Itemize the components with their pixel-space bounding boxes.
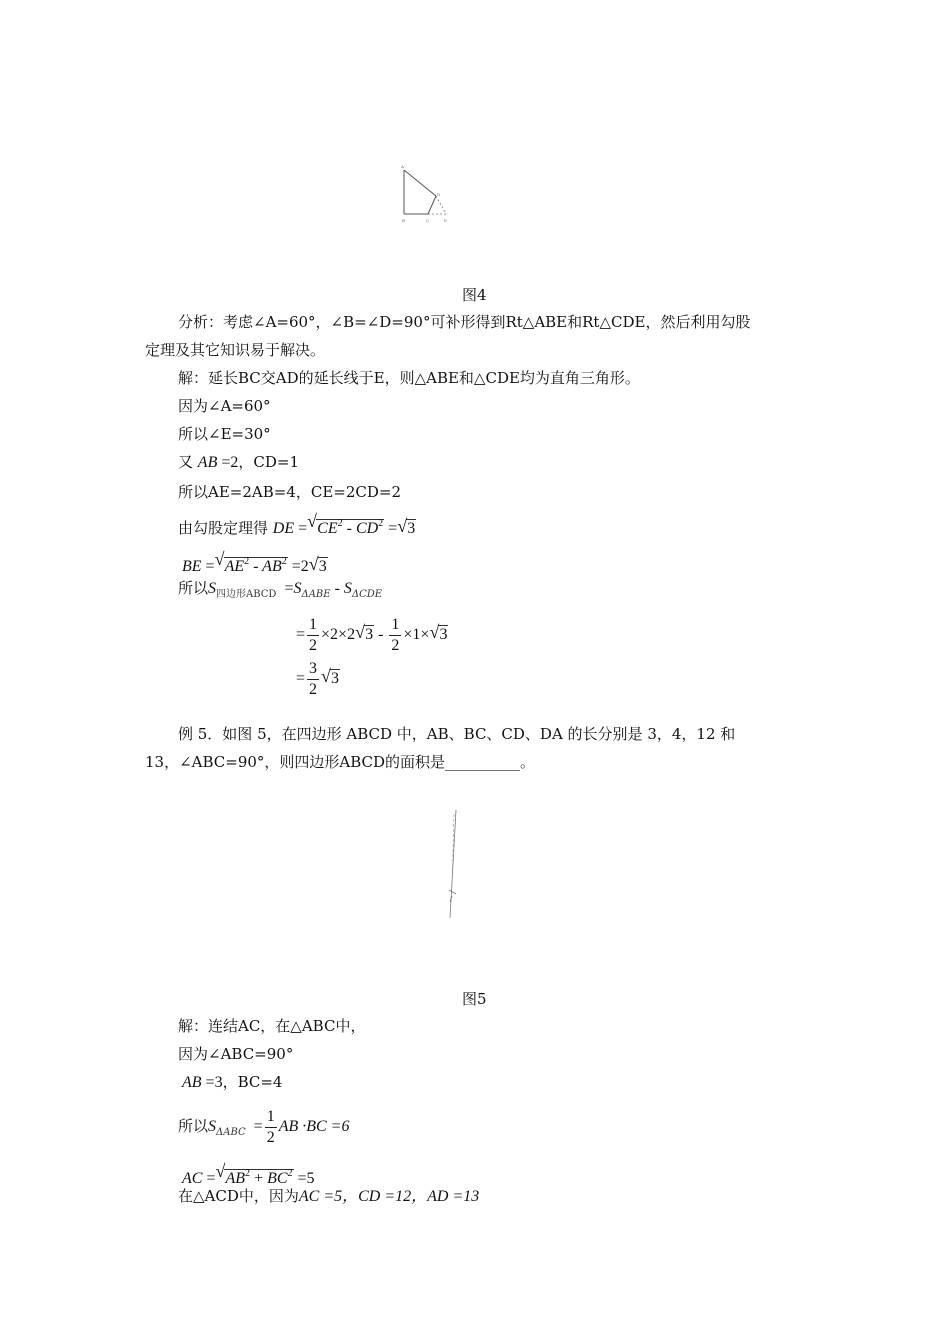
figure-5-caption: 图5 <box>462 990 487 1008</box>
solution5-line-6: 在△ACD中，因为AC =5，CD =12，AD =13 <box>178 1187 480 1205</box>
solution5-line-1: 解：连结AC，在△ABC中， <box>178 1017 366 1035</box>
solution4-line-5: 所以AE=2AB=4，CE=2CD=2 <box>178 483 402 501</box>
math-sqrt3b: 3 <box>318 558 327 575</box>
sub-abe: ΔABE <box>301 589 331 600</box>
math-eq: =2 <box>217 454 239 471</box>
fig4-label-d: D <box>437 192 441 197</box>
solution4-line-7: BE =√ $AE^2 - AB^2 =2√$ 3 <box>182 552 328 577</box>
math-be: BE <box>182 558 202 575</box>
sub-quad: 四边形ABCD <box>216 589 277 600</box>
solution4-line-2: 因为∠A=60° <box>178 397 271 415</box>
fig4-label-e: E <box>444 218 447 223</box>
solution4-line-6: 由勾股定理得 DE =√ $CE^2 - CD^2$ =√ 3 <box>178 514 416 539</box>
example5-line-1: 例 5．如图 5，在四边形 ABCD 中，AB、BC、CD、DA 的长分别是 3，4，12 和 <box>178 725 736 743</box>
solution4-line-3: 所以∠E=30° <box>178 425 271 443</box>
math-de: DE <box>272 520 295 537</box>
solution5-line-2: 因为∠ABC=90° <box>178 1045 294 1063</box>
solution4-line-9: = $\frac{1}{2}$ ×2×2√ 3 - $\frac{1}{2}$ ×1×√ 3 <box>296 612 448 657</box>
math-ce: CE <box>317 520 338 537</box>
math-ae: AE <box>224 558 245 575</box>
analysis-line-2: 定理及其它知识易于解决。 <box>145 341 326 359</box>
text: 又 <box>178 453 194 471</box>
figure-4-caption: 图4 <box>462 286 487 304</box>
fig4-label-c: C <box>426 218 430 223</box>
example5-line-2: 13，∠ABC=90°，则四边形ABCD的面积是__________。 <box>145 753 536 771</box>
math-coef: 2 <box>300 558 309 575</box>
solution5-line-3: AB =3，BC=4 <box>182 1073 283 1091</box>
math-ab2: AB <box>262 558 282 575</box>
fig4-label-b: B <box>402 218 405 223</box>
solution4-line-10: = $\frac{3}{2}$ √ 3 <box>296 656 340 701</box>
text: ，CD=1 <box>238 453 299 471</box>
math-ab: AB <box>197 454 218 471</box>
sub-cde: ΔCDE <box>351 589 383 600</box>
figure-4-diagram <box>396 162 452 228</box>
text: 所以 <box>178 579 209 597</box>
fig4-label-a: A <box>401 164 404 169</box>
solution5-line-5: AC =√ $AB^2 + BC^2 =5$ <box>182 1164 315 1189</box>
analysis-line-1: 分析：考虑∠A=60°，∠B=∠D=90°可补形得到Rt△ABE和Rt△CDE，然后利用勾股 <box>178 313 751 331</box>
text: 由勾股定理得 <box>178 519 269 537</box>
figure-5-diagram <box>440 806 464 926</box>
solution5-line-4: 所以$S_{\Delta ABC}$ = $\frac{1}{2}$ AB ·BC =6 <box>178 1107 350 1146</box>
solution4-line-1: 解：延长BC交AD的延长线于E，则△ABE和△CDE均为直角三角形。 <box>178 369 640 387</box>
solution4-line-8: 所以$S_{四边形ABCD} =S_{\Delta ABE} - S_{\Delta CDE}$ <box>178 579 383 600</box>
solution4-line-4 <box>178 452 299 473</box>
math-cd: CD <box>355 520 379 537</box>
math-sqrt3: 3 <box>407 520 416 537</box>
